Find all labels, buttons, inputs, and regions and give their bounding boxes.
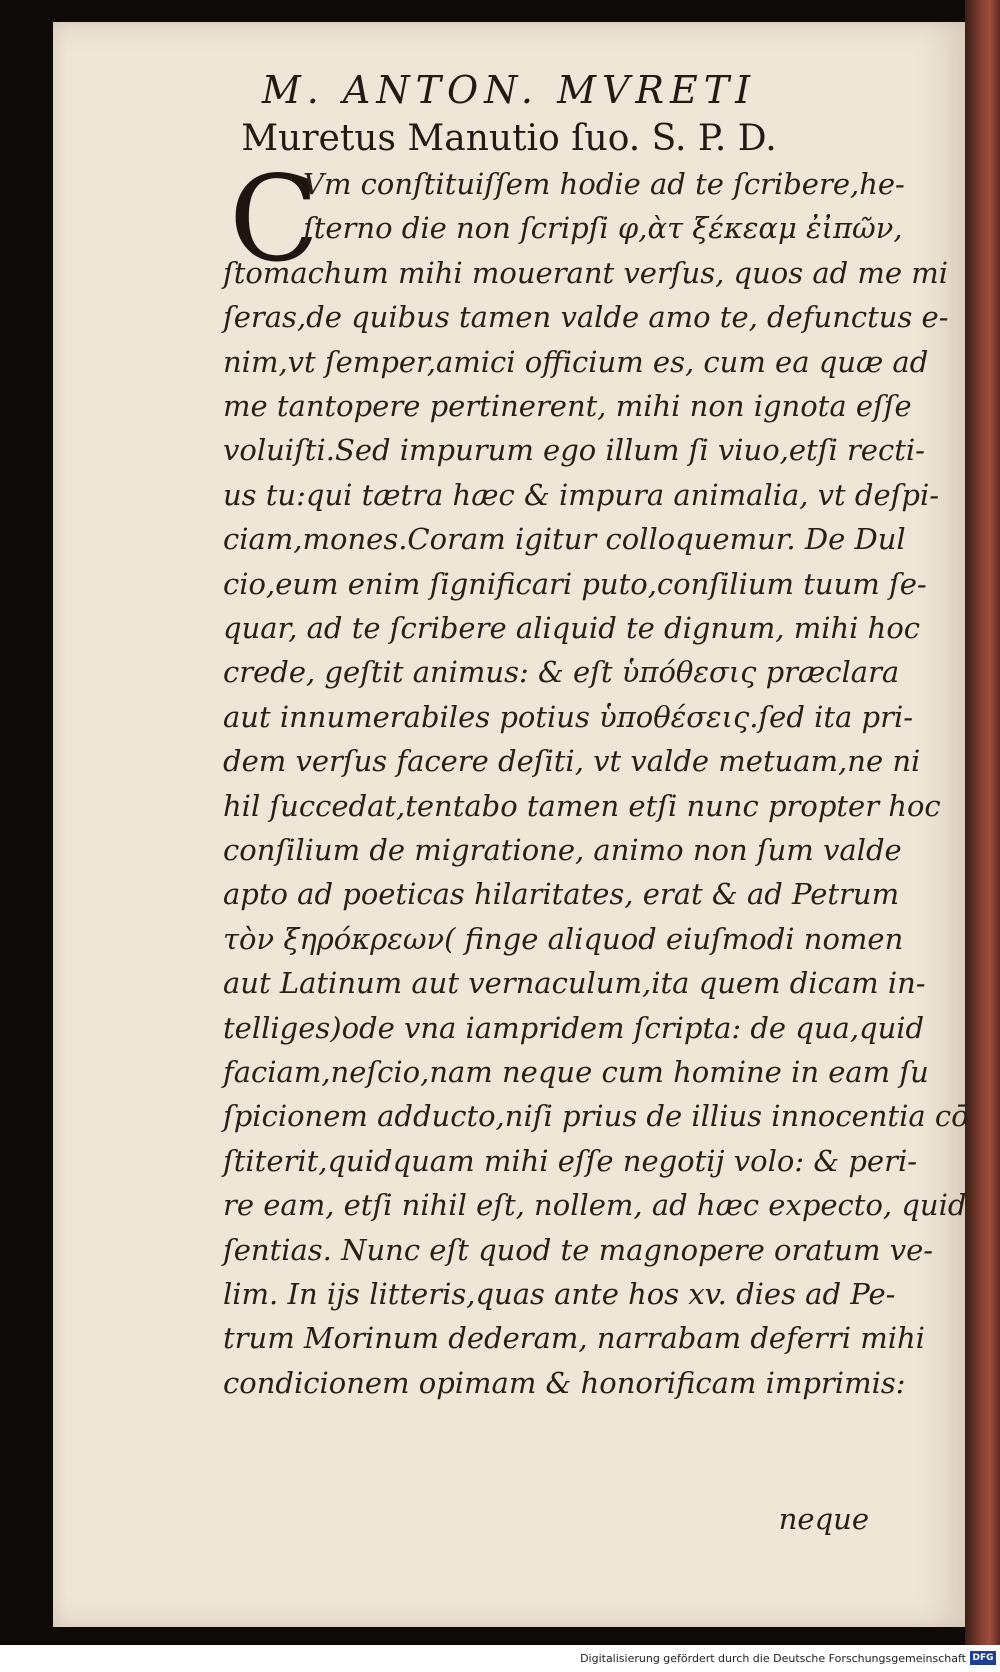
text-line: trum Morinum dederam, narrabam deferri mihi — [223, 1321, 925, 1356]
book-spine — [965, 0, 1000, 1645]
footer-credit: Digitalisierung gefördert durch die Deutsche Forschungsgemeinschaft — [580, 1652, 966, 1665]
text-line: lim. In ijs litteris,quas ante hos xv. dies ad Pe- — [223, 1277, 896, 1311]
drop-cap: C — [229, 150, 320, 288]
text-line: us tu:qui tætra hæc & impura animalia, vt deſpi- — [223, 477, 940, 512]
text-line: condicionem opimam & honorificam imprimis: — [223, 1365, 906, 1400]
text-line: Vm conſtituiſſem hodie ad te ſcribere,he- — [303, 167, 905, 201]
text-line: ciam,mones.Coram igitur colloquemur. De Dul — [223, 522, 906, 557]
text-line: conſilium de migratione, animo non ſum valde — [223, 833, 902, 867]
text-line: nim,vt ſemper,amici officium es, cum ea quæ ad — [223, 344, 929, 379]
text-line: τὸν ξηρόκρεων( finge aliquod eiuſmodi nomen — [223, 921, 904, 956]
text-line: quar, ad te ſcribere aliquid te dignum, mihi hoc — [223, 611, 921, 645]
text-line: aut innumerabiles potius ὑποθέσεις.ſed ita pri- — [223, 699, 914, 734]
text-line: ſpicionem adducto,niſi prius de illius innocentia cō — [223, 1099, 969, 1134]
text-line: telliges)ode vna iampridem ſcripta: de qua,quid — [223, 1010, 925, 1045]
text-line: ſterno die non ſcripſi φ,ὰτ ξέκεαμ ἐἰπῶν, — [303, 211, 903, 246]
text-line: re eam, etſi nihil eſt, nollem, ad hæc expecto, quid — [223, 1188, 967, 1223]
dfg-logo-icon: DFG — [970, 1651, 996, 1665]
text-line: crede, geſtit animus: & eſt ὑπόθεσις præclara — [223, 655, 900, 690]
text-line: voluiſti.Sed impurum ego illum ſi viuo,etſi recti- — [223, 433, 925, 468]
catchword: neque — [778, 1502, 869, 1536]
running-head: M. ANTON. MVRETI — [261, 68, 757, 112]
text-line: aut Latinum aut vernaculum,ita quem dicam in- — [223, 966, 926, 1001]
text-line: ſtomachum mihi mouerant verſus, quos ad me mi — [223, 255, 949, 290]
text-line: ſentias. Nunc eſt quod te magnopere oratum ve- — [223, 1232, 934, 1267]
text-line: ſeras,de quibus tamen valde amo te, defunctus e- — [223, 300, 949, 335]
book-page — [53, 22, 969, 1627]
text-line: dem verſus facere deſiti, vt valde metuam,ne ni — [223, 744, 921, 779]
text-line: cio,eum enim ſignificari puto,conſilium tuum ſe- — [223, 566, 927, 601]
text-line: hil ſuccedat,tentabo tamen etſi nunc propter hoc — [223, 788, 941, 823]
letter-heading: Muretus Manutio ſuo. S. P. D. — [241, 118, 777, 159]
text-line: faciam,neſcio,nam neque cum homine in eam ſu — [223, 1055, 929, 1089]
text-line: apto ad poeticas hilaritates, erat & ad Petrum — [223, 877, 900, 912]
text-line: ſtiterit,quidquam mihi eſſe negotij volo: & peri- — [223, 1143, 918, 1178]
text-line: me tantopere pertinerent, mihi non ignota eſſe — [223, 389, 912, 423]
